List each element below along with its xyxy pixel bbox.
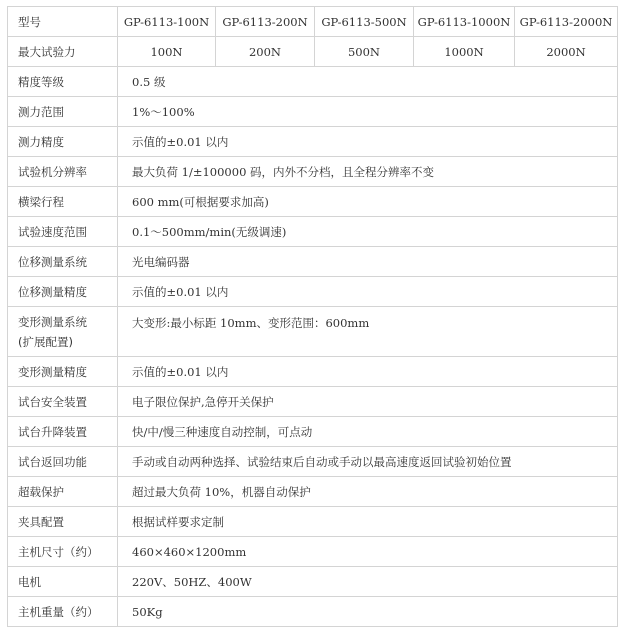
spec-row [8, 157, 618, 187]
spec-row [8, 357, 618, 387]
max-force-label: 最大试验力 [8, 37, 118, 67]
spec-row [8, 597, 618, 627]
spec-label: 横梁行程 [8, 187, 118, 217]
spec-value: 快/中/慢三种速度自动控制，可点动 [118, 417, 618, 447]
model-cell: GP-6113-100N [118, 7, 216, 37]
spec-row [8, 417, 618, 447]
spec-label: 主机尺寸（约） [8, 537, 118, 567]
max-force-row [8, 37, 618, 67]
spec-value: 0.1～500mm/min(无级调速) [118, 217, 618, 247]
spec-label: 试台升降装置 [8, 417, 118, 447]
max-force-cell: 2000N [515, 37, 618, 67]
spec-label: 位移测量精度 [8, 277, 118, 307]
max-force-cell: 500N [315, 37, 414, 67]
spec-table [7, 6, 618, 627]
spec-label: 精度等级 [8, 67, 118, 97]
model-cell: GP-6113-2000N [515, 7, 618, 37]
spec-row [8, 307, 618, 357]
spec-row [8, 537, 618, 567]
spec-row [8, 387, 618, 417]
spec-row [8, 127, 618, 157]
model-cell: GP-6113-1000N [414, 7, 515, 37]
spec-row [8, 277, 618, 307]
spec-label: 主机重量（约） [8, 597, 118, 627]
spec-value: 460×460×1200mm [118, 537, 618, 567]
spec-label: 试验机分辨率 [8, 157, 118, 187]
model-row [8, 7, 618, 37]
spec-row [8, 567, 618, 597]
spec-value: 50Kg [118, 597, 618, 627]
spec-label: 超载保护 [8, 477, 118, 507]
spec-label: 试台安全装置 [8, 387, 118, 417]
max-force-cell: 200N [216, 37, 315, 67]
spec-label: 位移测量系统 [8, 247, 118, 277]
spec-value: 示值的±0.01 以内 [118, 277, 618, 307]
spec-value: 超过最大负荷 10%，机器自动保护 [118, 477, 618, 507]
spec-label: 夹具配置 [8, 507, 118, 537]
spec-value: 600 mm(可根据要求加高) [118, 187, 618, 217]
spec-value: 根据试样要求定制 [118, 507, 618, 537]
spec-label: 测力范围 [8, 97, 118, 127]
spec-label: 试验速度范围 [8, 217, 118, 247]
spec-value: 0.5 级 [118, 67, 618, 97]
max-force-cell: 1000N [414, 37, 515, 67]
spec-row [8, 507, 618, 537]
spec-value: 电子限位保护,急停开关保护 [118, 387, 618, 417]
spec-row [8, 477, 618, 507]
model-cell: GP-6113-200N [216, 7, 315, 37]
spec-value: 光电编码器 [118, 247, 618, 277]
spec-value: 示值的±0.01 以内 [118, 357, 618, 387]
spec-row [8, 187, 618, 217]
max-force-cell: 100N [118, 37, 216, 67]
spec-value: 手动或自动两种选择、试验结束后自动或手动以最高速度返回试验初始位置 [118, 447, 618, 477]
spec-row [8, 67, 618, 97]
spec-row [8, 217, 618, 247]
spec-label: 电机 [8, 567, 118, 597]
spec-value: 1%～100% [118, 97, 618, 127]
spec-value: 大变形:最小标距 10mm、变形范围：600mm [118, 307, 618, 357]
spec-label: 变形测量精度 [8, 357, 118, 387]
spec-row [8, 447, 618, 477]
model-cell: GP-6113-500N [315, 7, 414, 37]
spec-row [8, 247, 618, 277]
spec-row [8, 97, 618, 127]
model-label: 型号 [8, 7, 118, 37]
spec-value: 220V、50HZ、400W [118, 567, 618, 597]
spec-label: 试台返回功能 [8, 447, 118, 477]
spec-value: 最大负荷 1/±100000 码，内外不分档，且全程分辨率不变 [118, 157, 618, 187]
spec-value: 示值的±0.01 以内 [118, 127, 618, 157]
spec-label: 变形测量系统 (扩展配置) [8, 307, 118, 357]
spec-label: 测力精度 [8, 127, 118, 157]
